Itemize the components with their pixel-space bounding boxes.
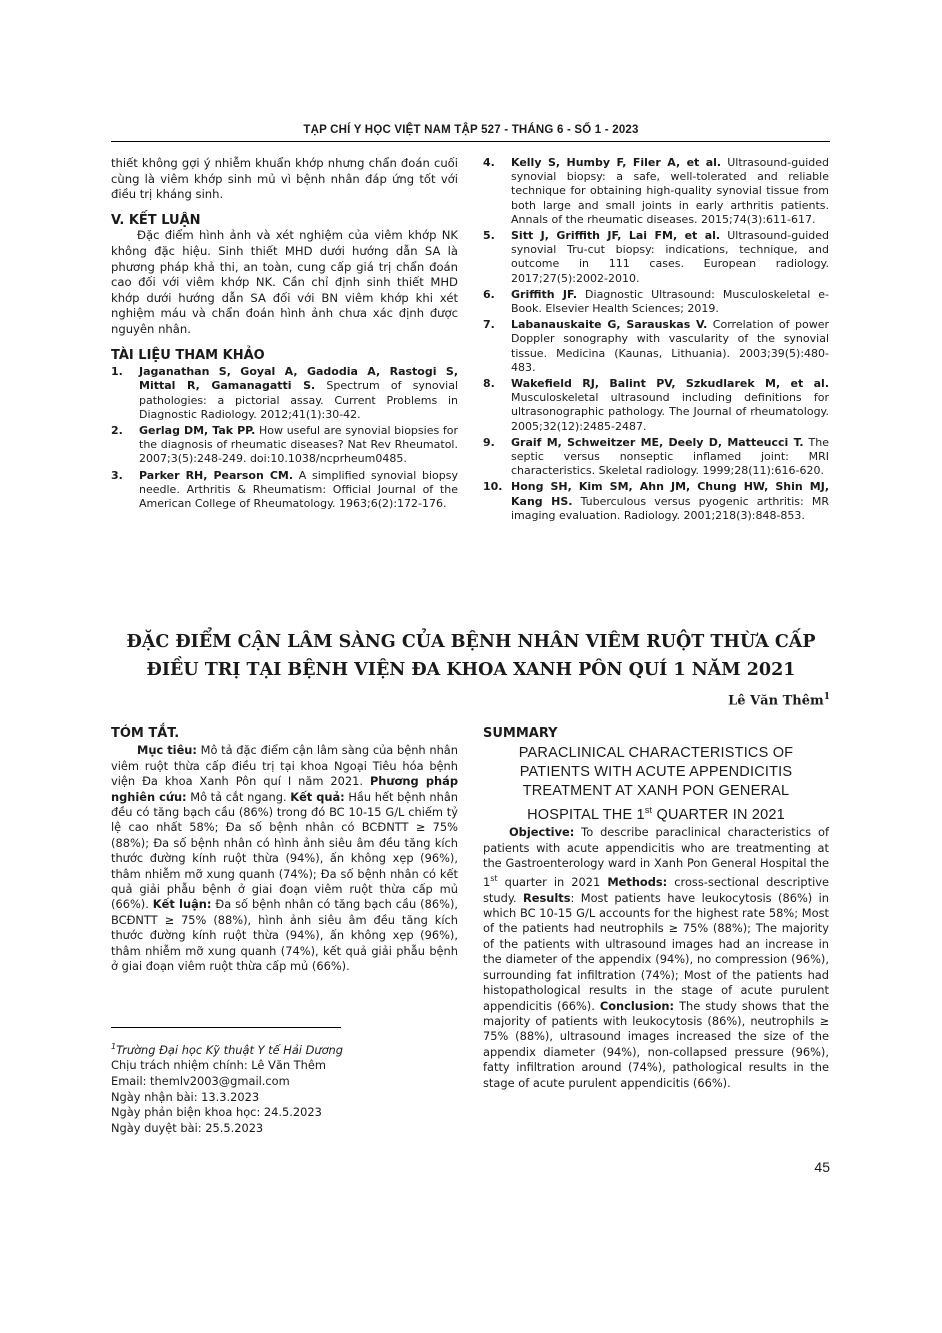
footnotes [111,1039,458,1136]
summary-en [483,726,829,1091]
footnote-accepted: Ngày duyệt bài: 25.5.2023 [111,1120,264,1135]
article-title: ĐẶC ĐIỂM CẬN LÂM SÀNG CỦA BỆNH NHÂN VIÊM RUỘT THỪA CẤP ĐIỀU TRỊ TẠI BỆNH VIỆN ĐA KHOA XANH PÔN QUÍ 1 NĂM 2021 [126,632,816,680]
continuation-text: thiết không gợi ý nhiễm khuẩn khớp nhưng chẩn đoán cuối cùng là viêm khớp sinh mủ vì bệnh nhân đáp ứng tốt với điều trị kháng sinh. [111,156,458,202]
reference-item: 3. Parker RH, Pearson CM. A simplified synovial biopsy needle. Arthritis & Rheumatism: Official Journal of the American College of Rheumatology. 1963;6(2):172-176. [111,468,458,510]
reference-item: 6. Griffith JF. Diagnostic Ultrasound: Musculoskeletal e-Book. Elsevier Health Sciences; 2019. [483,287,829,316]
footnote-reviewed: Ngày phản biện khoa học: 24.5.2023 [111,1105,322,1120]
reference-item: 4. Kelly S, Humby F, Filer A, et al. Ultrasound-guided synovial biopsy: a safe, well-tolerated and reliable technique for obtaining high-quality synovial tissue from both large and small joints in early arthritis patients. Annals of the rheumatic diseases. 2015;74(3):611-617. [483,156,830,226]
summary-heading: SUMMARY [483,726,558,741]
left-column-top [111,156,458,513]
journal-header: TẠP CHÍ Y HỌC VIỆT NAM TẬP 527 - THÁNG 6 - SỐ 1 - 2023 [303,124,639,136]
summary-title: PARACLINICAL CHARACTERISTICS OF PATIENTS WITH ACUTE APPENDICITIS TREATMENT AT XANH PON GENERAL HOSPITAL THE 1st QUARTER IN 2021 [518,745,794,824]
footnote-affiliation: $^1$Trường Đại học Kỹ thuật Y tế Hải Dương [111,1042,343,1057]
reference-item: 8. Wakefield RJ, Balint PV, Szkudlarek M, et al. Musculoskeletal ultrasound including definitions for ultrasonographic pathology. The Journal of rheumatology. 2005;32(12):2485-2487. [483,377,829,433]
article-author: Lê Văn Thêm$^1$ [728,692,830,709]
conclusion-heading: V. KẾT LUẬN [111,212,201,228]
reference-item: 5. Sitt J, Griffith JF, Lai FM, et al. Ultrasound-guided synovial Tru-cut biopsy: indications, technique, and outcome in 111 cases. European radiology. 2017;27(5):2002-2010. [483,229,829,285]
conclusion-text: Đặc điểm hình ảnh và xét nghiệm của viêm khớp NK không đặc hiệu. Sinh thiết MHD dưới hướng dẫn SA là phương pháp khả thi, an toàn, cung cấp giá trị chẩn đoán cao đối với viêm khớp NK. Cần chỉ định sinh thiết MHD khớp dưới hướng dẫn SA đối với BN viêm khớp khi xét nghiệm máu và chẩn đoán hình ảnh chưa xác định được nguyên nhân. [111,228,458,336]
references-heading: TÀI LIỆU THAM KHẢO [111,347,265,363]
reference-item: 1. Jaganathan S, Goyal A, Gadodia A, Rastogi S, Mittal R, Gamanagatti S. Spectrum of synovial pathologies: a pictorial assay. Current Problems in Diagnostic Radiology. 2012;41(1):30-42. [111,365,458,421]
reference-item: 2. Gerlag DM, Tak PP. How useful are synovial biopsies for the diagnosis of rheumatic diseases? Nat Rev Rheumatol. 2007;3(5):248-249. doi:10.1038/ncprheum0485. [111,423,458,466]
footnote-rule [111,1027,341,1028]
abstract-body: Mục tiêu: Mô tả đặc điểm cận lâm sàng của bệnh nhân viêm ruột thừa cấp điều trị tại khoa Ngoại Tiêu hóa bệnh viện Đa khoa Xanh Pôn quí I năm 2021. Phương pháp nghiên cứu: Mô tả cắt ngang. Kết quả: Hầu hết bệnh nhân đều có tăng bạch cầu (86%) trong đó BC 10-15 G/L chiếm tỷ lệ cao nhất 58%; Đa số bệnh nhân có BCĐNTT ≥ 75% (88%); Đa số bệnh nhân có hình ảnh siêu âm đều tăng kích thước đường kính ruột thừa (94%), ấn không xẹp (96%), thâm nhiễm mỡ xung quanh (74%); Đa số bệnh nhân có kết quả giải phẫu bệnh ở giai đoạn viêm ruột thừa cấp mủ (66%). Kết luận: Đa số bệnh nhân có tăng bạch cầu (86%), BCĐNTT ≥ 75% (88%), hình ảnh siêu âm đều tăng kích thước đường kính ruột thừa (94%), ấn không xẹp (96%), thâm nhiễm mỡ xung quanh (74%), kết quả giải phẫu bệnh ở giai đoạn viêm ruột thừa cấp mủ (66%). [111,743,459,974]
header-rule [111,141,830,142]
summary-body: Objective: To describe paraclinical characteristics of patients with acute appendicitis who are treatmenting at the Gastroenterology ward in Xanh Pon General Hospital the 1st quarter in 2021 Methods: cross-sectional descriptive study. Results: Most patients have leukocytosis (86%) in which BC 10-15 G/L accounts for the highest rate 58%; Most of the patients had neutrophils ≥ 75% (88%); The majority of the patients with ultrasound images had an increase in the diameter of the appendix (94%), no compression (96%), surrounding fat infiltration (74%); Most of the patients had histopathological results in the stage of acute purulent appendicitis (66%). Conclusion: The study shows that the majority of patients with leukocytosis (86%), neutrophils ≥ 75% (88%), ultrasound images increased the size of the appendix diameter (94%), non-collapsed pressure (96%), fatty infiltration around (74%), pathological results in the stage of acute purulent appendicitis (66%). [483,825,829,1090]
reference-item: 7. Labanauskaite G, Sarauskas V. Correlation of power Doppler sonography with vascularity of the synovial tissue. Medicina (Kaunas, Lithuania). 2003;39(5):480-483. [483,318,830,374]
footnote-received: Ngày nhận bài: 13.3.2023 [111,1089,260,1104]
references-list-right [483,156,829,525]
reference-item: 10. Hong SH, Kim SM, Ahn JM, Chung HW, Shin MJ, Kang HS. Tuberculous versus pyogenic arthritis: MR imaging evaluation. Radiology. 2001;218(3):848-853. [483,480,830,522]
page-number: 45 [814,1159,830,1175]
footnote-responsible: Chịu trách nhiệm chính: Lê Văn Thêm [111,1058,326,1073]
footnote-email: Email: themlv2003@gmail.com [111,1073,290,1088]
references-list-left [111,365,458,511]
abstract-vi [111,726,458,975]
abstract-heading: TÓM TẮT. [111,726,180,741]
reference-item: 9. Graif M, Schweitzer ME, Deely D, Matteucci T. The septic versus nonseptic inflamed joint: MRI characteristics. Skeletal radiology. 1999;28(11):616-620. [483,435,829,478]
